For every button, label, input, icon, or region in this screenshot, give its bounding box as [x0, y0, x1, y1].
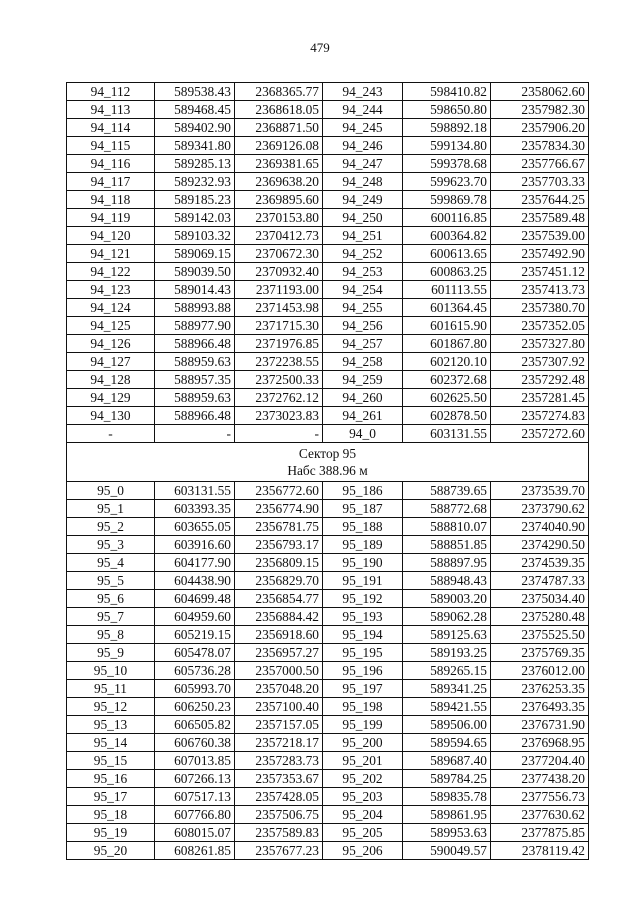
table-row — [67, 83, 589, 101]
x-coordinate-cell: 603655.05 — [155, 518, 235, 536]
x-coordinate-cell: 588966.48 — [155, 335, 235, 353]
y-coordinate-cell: 2356829.70 — [235, 572, 323, 590]
y-coordinate-cell: 2356772.60 — [235, 482, 323, 500]
point-id-cell: 95_6 — [67, 590, 155, 608]
y-coordinate-cell: 2372500.33 — [235, 371, 323, 389]
x-coordinate-cell: 589003.20 — [403, 590, 491, 608]
point-id-cell: 95_201 — [323, 752, 403, 770]
x-coordinate-cell: 598650.80 — [403, 101, 491, 119]
point-id-cell: 94_243 — [323, 83, 403, 101]
coordinates-top-section — [67, 83, 589, 443]
y-coordinate-cell: 2371453.98 — [235, 299, 323, 317]
table-row — [67, 119, 589, 137]
y-coordinate-cell: 2357451.12 — [491, 263, 589, 281]
y-coordinate-cell: 2373790.62 — [491, 500, 589, 518]
y-coordinate-cell: 2356774.90 — [235, 500, 323, 518]
point-id-cell: 95_12 — [67, 698, 155, 716]
point-id-cell: 95_10 — [67, 662, 155, 680]
y-coordinate-cell: 2375769.35 — [491, 644, 589, 662]
table-row — [67, 752, 589, 770]
y-coordinate-cell: 2368365.77 — [235, 83, 323, 101]
x-coordinate-cell: 605993.70 — [155, 680, 235, 698]
x-coordinate-cell: 589103.32 — [155, 227, 235, 245]
x-coordinate-cell: 604177.90 — [155, 554, 235, 572]
x-coordinate-cell: 589014.43 — [155, 281, 235, 299]
y-coordinate-cell: 2356918.60 — [235, 626, 323, 644]
y-coordinate-cell: 2376731.90 — [491, 716, 589, 734]
y-coordinate-cell: 2357157.05 — [235, 716, 323, 734]
x-coordinate-cell: 589538.43 — [155, 83, 235, 101]
y-coordinate-cell: 2357281.45 — [491, 389, 589, 407]
point-id-cell: 94_129 — [67, 389, 155, 407]
x-coordinate-cell: 590049.57 — [403, 842, 491, 860]
y-coordinate-cell: 2357100.40 — [235, 698, 323, 716]
point-id-cell: 95_196 — [323, 662, 403, 680]
point-id-cell: 95_11 — [67, 680, 155, 698]
point-id-cell: 95_186 — [323, 482, 403, 500]
table-row — [67, 101, 589, 119]
y-coordinate-cell: 2356781.75 — [235, 518, 323, 536]
x-coordinate-cell: 589039.50 — [155, 263, 235, 281]
x-coordinate-cell: 588977.90 — [155, 317, 235, 335]
y-coordinate-cell: 2357539.00 — [491, 227, 589, 245]
sector-header-cell — [67, 443, 589, 482]
x-coordinate-cell: 589402.90 — [155, 119, 235, 137]
y-coordinate-cell: 2370153.80 — [235, 209, 323, 227]
table-row — [67, 680, 589, 698]
x-coordinate-cell: 588851.85 — [403, 536, 491, 554]
point-id-cell: 94_258 — [323, 353, 403, 371]
x-coordinate-cell: 588948.43 — [403, 572, 491, 590]
x-coordinate-cell: 589594.65 — [403, 734, 491, 752]
x-coordinate-cell: 589341.80 — [155, 137, 235, 155]
y-coordinate-cell: 2357906.20 — [491, 119, 589, 137]
point-id-cell: 95_17 — [67, 788, 155, 806]
y-coordinate-cell: 2375525.50 — [491, 626, 589, 644]
x-coordinate-cell: 604959.60 — [155, 608, 235, 626]
y-coordinate-cell: 2357834.30 — [491, 137, 589, 155]
point-id-cell: 94_254 — [323, 281, 403, 299]
x-coordinate-cell: 599378.68 — [403, 155, 491, 173]
table-row — [67, 500, 589, 518]
y-coordinate-cell: 2369126.08 — [235, 137, 323, 155]
table-row — [67, 371, 589, 389]
point-id-cell: 95_193 — [323, 608, 403, 626]
point-id-cell: 95_15 — [67, 752, 155, 770]
table-row — [67, 263, 589, 281]
x-coordinate-cell: 589835.78 — [403, 788, 491, 806]
x-coordinate-cell: 601615.90 — [403, 317, 491, 335]
table-row — [67, 227, 589, 245]
x-coordinate-cell: 608015.07 — [155, 824, 235, 842]
x-coordinate-cell: 588959.63 — [155, 389, 235, 407]
point-id-cell: 94_247 — [323, 155, 403, 173]
point-id-cell: 94_259 — [323, 371, 403, 389]
point-id-cell: - — [67, 425, 155, 443]
y-coordinate-cell: 2376493.35 — [491, 698, 589, 716]
x-coordinate-cell: 608261.85 — [155, 842, 235, 860]
point-id-cell: 94_256 — [323, 317, 403, 335]
y-coordinate-cell: 2377438.20 — [491, 770, 589, 788]
point-id-cell: 95_200 — [323, 734, 403, 752]
point-id-cell: 94_122 — [67, 263, 155, 281]
point-id-cell: 94_116 — [67, 155, 155, 173]
point-id-cell: 95_199 — [323, 716, 403, 734]
x-coordinate-cell: 600116.85 — [403, 209, 491, 227]
x-coordinate-cell: 588993.88 — [155, 299, 235, 317]
point-id-cell: 95_2 — [67, 518, 155, 536]
x-coordinate-cell: 589265.15 — [403, 662, 491, 680]
table-row — [67, 734, 589, 752]
y-coordinate-cell: 2372762.12 — [235, 389, 323, 407]
point-id-cell: 94_112 — [67, 83, 155, 101]
y-coordinate-cell: 2356957.27 — [235, 644, 323, 662]
table-row — [67, 281, 589, 299]
sector-title: Сектор 95 — [298, 446, 357, 461]
point-id-cell: 94_261 — [323, 407, 403, 425]
table-row — [67, 662, 589, 680]
point-id-cell: 95_3 — [67, 536, 155, 554]
table-row — [67, 389, 589, 407]
x-coordinate-cell: 605478.07 — [155, 644, 235, 662]
point-id-cell: 94_113 — [67, 101, 155, 119]
point-id-cell: 94_249 — [323, 191, 403, 209]
point-id-cell: 94_246 — [323, 137, 403, 155]
y-coordinate-cell: 2358062.60 — [491, 83, 589, 101]
point-id-cell: 95_16 — [67, 770, 155, 788]
y-coordinate-cell: 2371193.00 — [235, 281, 323, 299]
y-coordinate-cell: 2372238.55 — [235, 353, 323, 371]
y-coordinate-cell: 2357982.30 — [491, 101, 589, 119]
table-row — [67, 518, 589, 536]
x-coordinate-cell: 601867.80 — [403, 335, 491, 353]
table-row — [67, 425, 589, 443]
y-coordinate-cell: 2357589.48 — [491, 209, 589, 227]
x-coordinate-cell: 603393.35 — [155, 500, 235, 518]
point-id-cell: 94_260 — [323, 389, 403, 407]
y-coordinate-cell: 2377875.85 — [491, 824, 589, 842]
point-id-cell: 94_125 — [67, 317, 155, 335]
y-coordinate-cell: 2369381.65 — [235, 155, 323, 173]
point-id-cell: 94_130 — [67, 407, 155, 425]
y-coordinate-cell: 2357506.75 — [235, 806, 323, 824]
x-coordinate-cell: 598892.18 — [403, 119, 491, 137]
x-coordinate-cell: 603131.55 — [155, 482, 235, 500]
y-coordinate-cell: 2357353.67 — [235, 770, 323, 788]
x-coordinate-cell: 588957.35 — [155, 371, 235, 389]
point-id-cell: 95_8 — [67, 626, 155, 644]
table-row — [67, 137, 589, 155]
y-coordinate-cell: 2369638.20 — [235, 173, 323, 191]
table-row — [67, 209, 589, 227]
x-coordinate-cell: 600613.65 — [403, 245, 491, 263]
y-coordinate-cell: 2357327.80 — [491, 335, 589, 353]
point-id-cell: 95_19 — [67, 824, 155, 842]
x-coordinate-cell: 602372.68 — [403, 371, 491, 389]
x-coordinate-cell: 606250.23 — [155, 698, 235, 716]
point-id-cell: 94_253 — [323, 263, 403, 281]
table-row — [67, 644, 589, 662]
point-id-cell: 95_203 — [323, 788, 403, 806]
x-coordinate-cell: 589185.23 — [155, 191, 235, 209]
y-coordinate-cell: 2371715.30 — [235, 317, 323, 335]
point-id-cell: 94_121 — [67, 245, 155, 263]
table-row — [67, 299, 589, 317]
point-id-cell: 95_4 — [67, 554, 155, 572]
x-coordinate-cell: 589341.25 — [403, 680, 491, 698]
point-id-cell: 95_188 — [323, 518, 403, 536]
y-coordinate-cell: 2357274.83 — [491, 407, 589, 425]
x-coordinate-cell: 588810.07 — [403, 518, 491, 536]
table-row — [67, 191, 589, 209]
y-coordinate-cell: 2376253.35 — [491, 680, 589, 698]
y-coordinate-cell: 2378119.42 — [491, 842, 589, 860]
x-coordinate-cell: 604699.48 — [155, 590, 235, 608]
x-coordinate-cell: 599869.78 — [403, 191, 491, 209]
x-coordinate-cell: 607766.80 — [155, 806, 235, 824]
x-coordinate-cell: 604438.90 — [155, 572, 235, 590]
y-coordinate-cell: 2357307.92 — [491, 353, 589, 371]
y-coordinate-cell: 2369895.60 — [235, 191, 323, 209]
table-row — [67, 788, 589, 806]
x-coordinate-cell: 589142.03 — [155, 209, 235, 227]
y-coordinate-cell: 2357352.05 — [491, 317, 589, 335]
x-coordinate-cell: 602120.10 — [403, 353, 491, 371]
x-coordinate-cell: 601113.55 — [403, 281, 491, 299]
x-coordinate-cell: 588959.63 — [155, 353, 235, 371]
y-coordinate-cell: 2357048.20 — [235, 680, 323, 698]
point-id-cell: 95_14 — [67, 734, 155, 752]
x-coordinate-cell: - — [155, 425, 235, 443]
table-row — [67, 698, 589, 716]
point-id-cell: 95_202 — [323, 770, 403, 788]
point-id-cell: 95_191 — [323, 572, 403, 590]
table-row — [67, 245, 589, 263]
point-id-cell: 94_115 — [67, 137, 155, 155]
point-id-cell: 95_195 — [323, 644, 403, 662]
point-id-cell: 94_118 — [67, 191, 155, 209]
x-coordinate-cell: 589193.25 — [403, 644, 491, 662]
point-id-cell: 95_0 — [67, 482, 155, 500]
point-id-cell: 94_117 — [67, 173, 155, 191]
y-coordinate-cell: 2356884.42 — [235, 608, 323, 626]
x-coordinate-cell: 589232.93 — [155, 173, 235, 191]
x-coordinate-cell: 588739.65 — [403, 482, 491, 500]
coordinates-table — [66, 82, 589, 860]
point-id-cell: 94_245 — [323, 119, 403, 137]
table-row — [67, 482, 589, 500]
point-id-cell: 94_128 — [67, 371, 155, 389]
x-coordinate-cell: 589468.45 — [155, 101, 235, 119]
y-coordinate-cell: 2368618.05 — [235, 101, 323, 119]
x-coordinate-cell: 603131.55 — [403, 425, 491, 443]
y-coordinate-cell: 2370932.40 — [235, 263, 323, 281]
y-coordinate-cell: 2357677.23 — [235, 842, 323, 860]
point-id-cell: 94_124 — [67, 299, 155, 317]
x-coordinate-cell: 606505.82 — [155, 716, 235, 734]
point-id-cell: 94_248 — [323, 173, 403, 191]
point-id-cell: 94_251 — [323, 227, 403, 245]
y-coordinate-cell: 2370412.73 — [235, 227, 323, 245]
sector-height: Набс 388.96 м — [287, 463, 368, 478]
x-coordinate-cell: 599623.70 — [403, 173, 491, 191]
x-coordinate-cell: 599134.80 — [403, 137, 491, 155]
x-coordinate-cell: 589506.00 — [403, 716, 491, 734]
coordinates-bottom-section — [67, 482, 589, 860]
point-id-cell: 95_194 — [323, 626, 403, 644]
x-coordinate-cell: 598410.82 — [403, 83, 491, 101]
point-id-cell: 94_250 — [323, 209, 403, 227]
y-coordinate-cell: 2368871.50 — [235, 119, 323, 137]
table-row — [67, 353, 589, 371]
y-coordinate-cell: 2357492.90 — [491, 245, 589, 263]
x-coordinate-cell: 603916.60 — [155, 536, 235, 554]
y-coordinate-cell: 2356854.77 — [235, 590, 323, 608]
x-coordinate-cell: 589069.15 — [155, 245, 235, 263]
point-id-cell: 95_187 — [323, 500, 403, 518]
x-coordinate-cell: 588897.95 — [403, 554, 491, 572]
x-coordinate-cell: 607013.85 — [155, 752, 235, 770]
y-coordinate-cell: 2357413.73 — [491, 281, 589, 299]
y-coordinate-cell: 2357644.25 — [491, 191, 589, 209]
point-id-cell: 94_120 — [67, 227, 155, 245]
table-row — [67, 626, 589, 644]
point-id-cell: 95_18 — [67, 806, 155, 824]
x-coordinate-cell: 589861.95 — [403, 806, 491, 824]
point-id-cell: 95_190 — [323, 554, 403, 572]
y-coordinate-cell: 2357703.33 — [491, 173, 589, 191]
y-coordinate-cell: 2375034.40 — [491, 590, 589, 608]
y-coordinate-cell: 2373539.70 — [491, 482, 589, 500]
x-coordinate-cell: 589687.40 — [403, 752, 491, 770]
point-id-cell: 94_0 — [323, 425, 403, 443]
x-coordinate-cell: 606760.38 — [155, 734, 235, 752]
table-row — [67, 824, 589, 842]
point-id-cell: 95_189 — [323, 536, 403, 554]
y-coordinate-cell: 2356793.17 — [235, 536, 323, 554]
table-row — [67, 806, 589, 824]
page-number: 479 — [310, 40, 330, 55]
y-coordinate-cell: 2371976.85 — [235, 335, 323, 353]
y-coordinate-cell: 2357428.05 — [235, 788, 323, 806]
y-coordinate-cell: - — [235, 425, 323, 443]
x-coordinate-cell: 601364.45 — [403, 299, 491, 317]
point-id-cell: 95_7 — [67, 608, 155, 626]
point-id-cell: 95_9 — [67, 644, 155, 662]
y-coordinate-cell: 2357283.73 — [235, 752, 323, 770]
point-id-cell: 95_5 — [67, 572, 155, 590]
y-coordinate-cell: 2374040.90 — [491, 518, 589, 536]
table-row — [67, 155, 589, 173]
y-coordinate-cell: 2370672.30 — [235, 245, 323, 263]
point-id-cell: 95_198 — [323, 698, 403, 716]
x-coordinate-cell: 600863.25 — [403, 263, 491, 281]
point-id-cell: 95_13 — [67, 716, 155, 734]
x-coordinate-cell: 589953.63 — [403, 824, 491, 842]
x-coordinate-cell: 602878.50 — [403, 407, 491, 425]
y-coordinate-cell: 2373023.83 — [235, 407, 323, 425]
y-coordinate-cell: 2375280.48 — [491, 608, 589, 626]
y-coordinate-cell: 2357272.60 — [491, 425, 589, 443]
y-coordinate-cell: 2357292.48 — [491, 371, 589, 389]
table-row — [67, 572, 589, 590]
y-coordinate-cell: 2357766.67 — [491, 155, 589, 173]
y-coordinate-cell: 2377556.73 — [491, 788, 589, 806]
point-id-cell: 94_255 — [323, 299, 403, 317]
x-coordinate-cell: 602625.50 — [403, 389, 491, 407]
x-coordinate-cell: 588772.68 — [403, 500, 491, 518]
y-coordinate-cell: 2376968.95 — [491, 734, 589, 752]
y-coordinate-cell: 2374290.50 — [491, 536, 589, 554]
point-id-cell: 95_1 — [67, 500, 155, 518]
table-row — [67, 407, 589, 425]
y-coordinate-cell: 2377204.40 — [491, 752, 589, 770]
table-row — [67, 590, 589, 608]
table-row — [67, 770, 589, 788]
table-row — [67, 842, 589, 860]
x-coordinate-cell: 588966.48 — [155, 407, 235, 425]
table-row — [67, 173, 589, 191]
y-coordinate-cell: 2357589.83 — [235, 824, 323, 842]
x-coordinate-cell: 589421.55 — [403, 698, 491, 716]
x-coordinate-cell: 605219.15 — [155, 626, 235, 644]
y-coordinate-cell: 2374787.33 — [491, 572, 589, 590]
x-coordinate-cell: 600364.82 — [403, 227, 491, 245]
x-coordinate-cell: 589285.13 — [155, 155, 235, 173]
table-row — [67, 608, 589, 626]
y-coordinate-cell: 2376012.00 — [491, 662, 589, 680]
point-id-cell: 94_126 — [67, 335, 155, 353]
table-row — [67, 317, 589, 335]
table-row — [67, 554, 589, 572]
point-id-cell: 95_197 — [323, 680, 403, 698]
y-coordinate-cell: 2377630.62 — [491, 806, 589, 824]
point-id-cell: 94_252 — [323, 245, 403, 263]
sector-section — [67, 443, 589, 482]
y-coordinate-cell: 2356809.15 — [235, 554, 323, 572]
point-id-cell: 94_257 — [323, 335, 403, 353]
y-coordinate-cell: 2357000.50 — [235, 662, 323, 680]
point-id-cell: 95_192 — [323, 590, 403, 608]
x-coordinate-cell: 589125.63 — [403, 626, 491, 644]
x-coordinate-cell: 607517.13 — [155, 788, 235, 806]
point-id-cell: 94_114 — [67, 119, 155, 137]
x-coordinate-cell: 589784.25 — [403, 770, 491, 788]
x-coordinate-cell: 607266.13 — [155, 770, 235, 788]
y-coordinate-cell: 2357380.70 — [491, 299, 589, 317]
y-coordinate-cell: 2374539.35 — [491, 554, 589, 572]
point-id-cell: 95_204 — [323, 806, 403, 824]
x-coordinate-cell: 589062.28 — [403, 608, 491, 626]
table-row — [67, 335, 589, 353]
sector-header-row — [67, 443, 589, 482]
point-id-cell: 94_127 — [67, 353, 155, 371]
point-id-cell: 95_20 — [67, 842, 155, 860]
x-coordinate-cell: 605736.28 — [155, 662, 235, 680]
table-row — [67, 536, 589, 554]
y-coordinate-cell: 2357218.17 — [235, 734, 323, 752]
point-id-cell: 94_123 — [67, 281, 155, 299]
point-id-cell: 94_119 — [67, 209, 155, 227]
table-row — [67, 716, 589, 734]
point-id-cell: 95_206 — [323, 842, 403, 860]
point-id-cell: 94_244 — [323, 101, 403, 119]
point-id-cell: 95_205 — [323, 824, 403, 842]
